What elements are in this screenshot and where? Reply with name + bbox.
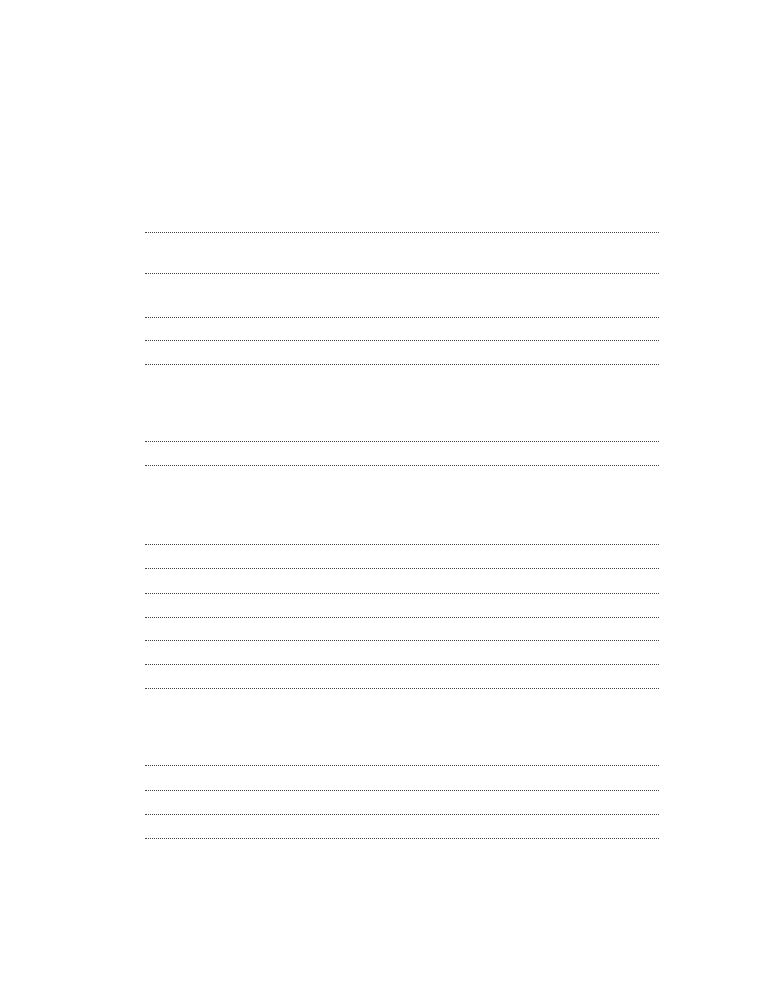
dot-leader: [145, 568, 659, 569]
dot-leader: [145, 664, 659, 665]
toc-entry[interactable]: [143, 340, 661, 345]
toc-entry[interactable]: [143, 617, 661, 622]
dot-leader: [145, 617, 659, 618]
toc-entry[interactable]: [143, 465, 661, 470]
dot-leader: [145, 593, 659, 594]
toc-entry[interactable]: [143, 544, 661, 549]
toc-entry[interactable]: [143, 441, 661, 446]
toc-entry[interactable]: [143, 364, 661, 369]
toc-entry[interactable]: [143, 838, 661, 843]
dot-leader: [145, 838, 659, 839]
toc-entry[interactable]: [143, 790, 661, 795]
dot-leader: [145, 441, 659, 442]
toc-entry[interactable]: [143, 664, 661, 669]
toc-entry[interactable]: [143, 640, 661, 645]
toc-entry[interactable]: [143, 232, 661, 237]
pine-branches-bottom: [0, 860, 760, 1000]
dot-leader: [145, 790, 659, 791]
toc-entry[interactable]: [143, 593, 661, 598]
snowflake-icon: [67, 256, 125, 314]
dot-leader: [145, 814, 659, 815]
dot-leader: [145, 640, 659, 641]
toc-entry[interactable]: [143, 568, 661, 573]
dot-leader: [145, 765, 659, 766]
toc-entry[interactable]: [143, 688, 661, 693]
toc-entry[interactable]: [143, 317, 661, 322]
snowflake-icon: [60, 600, 126, 666]
toc-entry[interactable]: [143, 814, 661, 819]
dot-leader: [145, 340, 659, 341]
dot-leader: [145, 273, 659, 274]
dot-leader: [145, 317, 659, 318]
pine-branches-top: [0, 0, 760, 190]
dot-leader: [145, 364, 659, 365]
dot-leader: [145, 232, 659, 233]
dot-leader: [145, 544, 659, 545]
snowflake-icon: [542, 712, 602, 772]
toc-entry[interactable]: [143, 273, 661, 278]
dot-leader: [145, 688, 659, 689]
dot-leader: [145, 465, 659, 466]
toc-entry[interactable]: [143, 765, 661, 770]
